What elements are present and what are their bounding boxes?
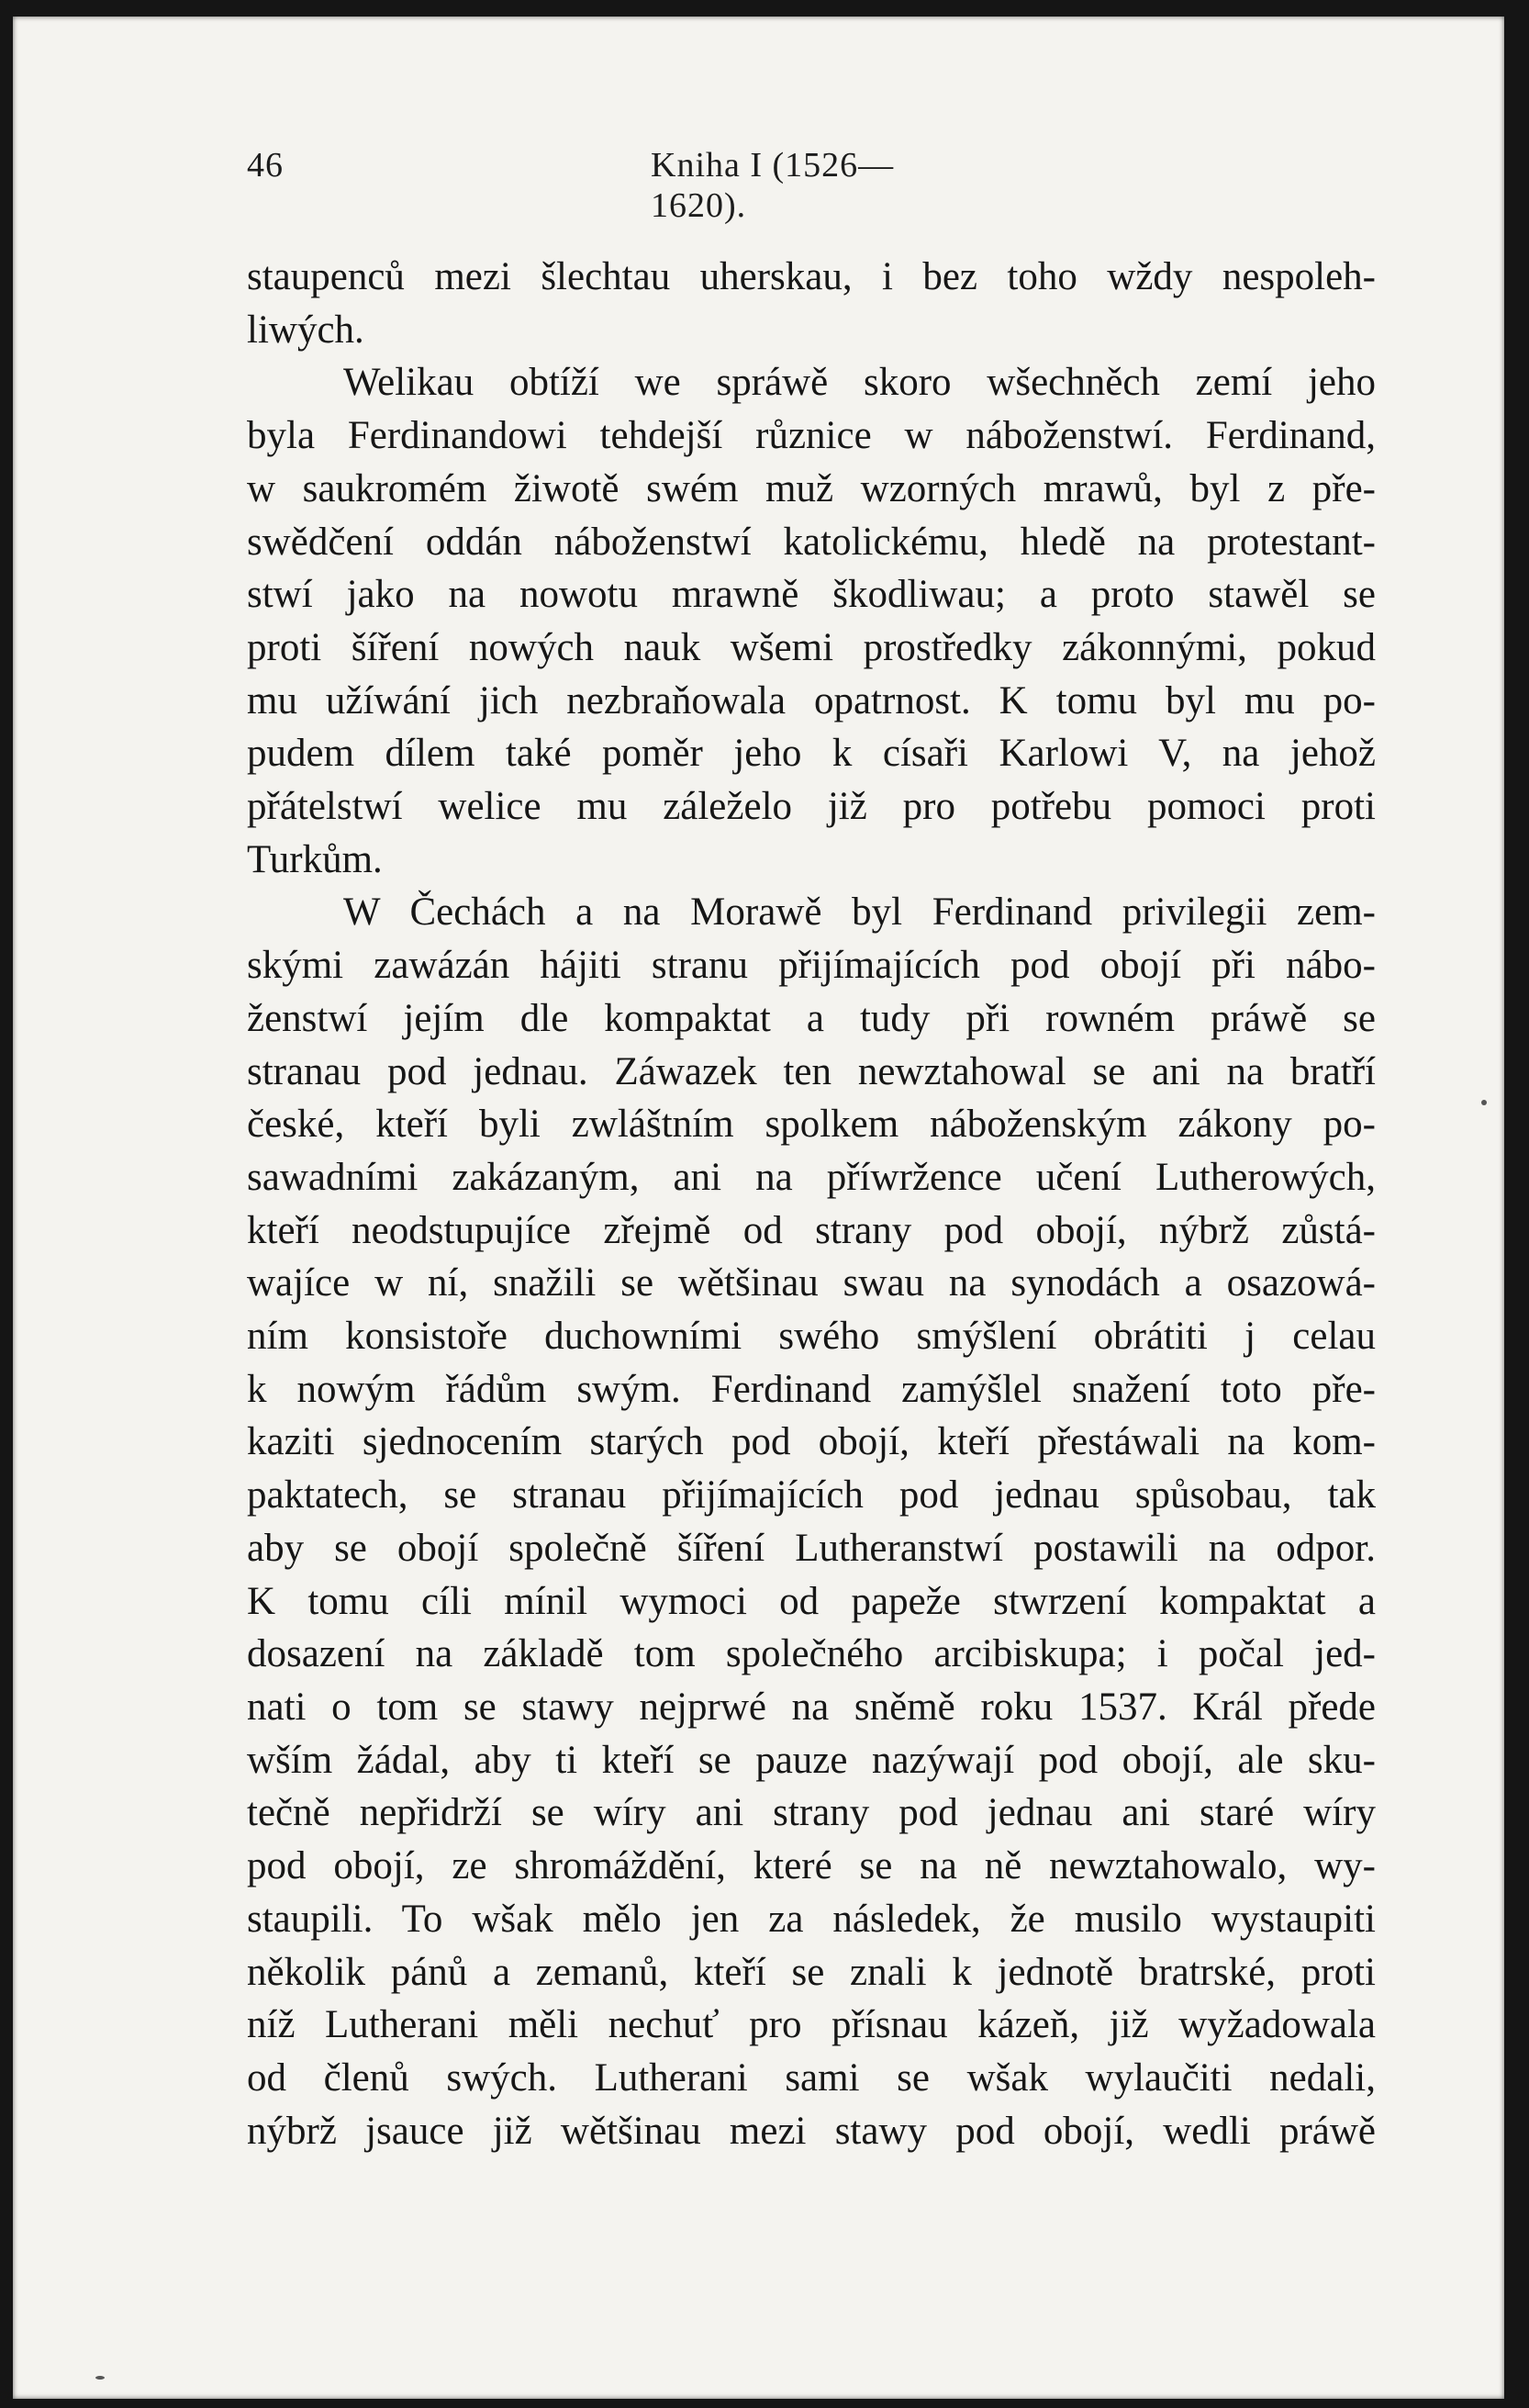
text-line: sawadními zakázaným, ani na příwržence učení Lutherowých, bbox=[247, 1155, 1376, 1199]
text-line: stwí jako na nowotu mrawně škodliwau; a proto stawěl se bbox=[247, 573, 1376, 617]
page-header bbox=[247, 145, 981, 225]
text-line: tečně nepřidrží se wíry ani strany pod jednau ani staré wíry bbox=[247, 1791, 1376, 1835]
text-line: pudem dílem také poměr jeho k císaři Karlowi V, na jehož bbox=[247, 732, 1376, 776]
text-line: byla Ferdinandowi tehdejší různice w náboženstwí. Ferdinand, bbox=[247, 414, 1376, 458]
text-line: stranau pod jednau. Záwazek ten newztahowal se ani na bratří bbox=[247, 1049, 1376, 1093]
text-line: paktatech, se stranau přijímajících pod jednau spůsobau, tak bbox=[247, 1473, 1376, 1518]
text-line: od členů swých. Lutherani sami se wšak wylaučiti nedali, bbox=[247, 2055, 1376, 2100]
dust-speck bbox=[95, 2376, 105, 2380]
text-line: k nowým řádům swým. Ferdinand zamýšlel snažení toto pře- bbox=[247, 1367, 1376, 1411]
text-line: kaziti sjednocením starých pod obojí, kteří přestáwali na kom- bbox=[247, 1420, 1376, 1464]
text-line: proti šíření nowých nauk wšemi prostředky zákonnými, pokud bbox=[247, 625, 1376, 669]
body-text bbox=[247, 251, 1376, 2157]
text-line: wším žádal, aby ti kteří se pauze nazýwají pod obojí, ale sku- bbox=[247, 1738, 1376, 1782]
text-line: Welikau obtíží we spráwě skoro wšechněch zemí jeho bbox=[343, 361, 1376, 405]
text-line: ním konsistoře duchowními swého smýšlení obrátiti j celau bbox=[247, 1315, 1376, 1359]
text-line: aby se obojí společně šíření Lutheranstwí postawili na odpor. bbox=[247, 1526, 1376, 1570]
text-line: staupili. To wšak mělo jen za následek, že musilo wystaupiti bbox=[247, 1897, 1376, 1941]
text-line: nati o tom se stawy nejprwé na sněmě roku 1537. Král přede bbox=[247, 1685, 1376, 1729]
book-page bbox=[13, 17, 1504, 2399]
text-line: české, kteří byli zwláštním spolkem náboženským zákony po- bbox=[247, 1103, 1376, 1147]
text-line: wajíce w ní, snažili se wětšinau swau na synodách a osazowá- bbox=[247, 1261, 1376, 1305]
text-line: níž Lutherani měli nechuť pro přísnau kázeň, již wyžadowala bbox=[247, 2003, 1376, 2047]
text-line: přátelstwí welice mu záleželo již pro potřebu pomoci proti bbox=[247, 785, 1376, 829]
text-line: nýbrž jsauce již wětšinau mezi stawy pod obojí, wedli práwě bbox=[247, 2109, 1376, 2153]
text-line: staupenců mezi šlechtau uherskau, i bez toho wždy nespoleh- bbox=[247, 255, 1376, 298]
text-line: liwých. bbox=[247, 308, 364, 352]
text-line: pod obojí, ze shromáždění, které se na ně newztahowalo, wy- bbox=[247, 1844, 1376, 1888]
text-line: K tomu cíli mínil wymoci od papeže stwrzení kompaktat a bbox=[247, 1579, 1376, 1623]
text-line: několik pánů a zemanů, kteří se znali k jednotě bratrské, proti bbox=[247, 1950, 1376, 1994]
text-line: ženstwí jejím dle kompaktat a tudy při rowném práwě se bbox=[247, 996, 1376, 1040]
dust-speck bbox=[1481, 1100, 1487, 1105]
text-line: Turkům. bbox=[247, 837, 383, 881]
text-line: skými zawázán hájiti stranu přijímajících pod obojí při nábo- bbox=[247, 944, 1376, 988]
text-line: dosazení na základě tom společného arcibiskupa; i počal jed- bbox=[247, 1632, 1376, 1676]
text-line: swědčení oddán náboženstwí katolickému, hledě na protestant- bbox=[247, 520, 1376, 564]
text-line: w saukromém žiwotě swém muž wzorných mrawů, byl z pře- bbox=[247, 466, 1376, 510]
text-line: kteří neodstupujíce zřejmě od strany pod obojí, nýbrž zůstá- bbox=[247, 1208, 1376, 1252]
running-title: Kniha I (1526—1620). bbox=[651, 146, 895, 225]
text-line: W Čechách a na Morawě byl Ferdinand privilegii zem- bbox=[343, 890, 1376, 935]
page-number: 46 bbox=[247, 146, 284, 185]
text-line: mu užíwání jich nezbraňowala opatrnost. K tomu byl mu po- bbox=[247, 678, 1376, 722]
